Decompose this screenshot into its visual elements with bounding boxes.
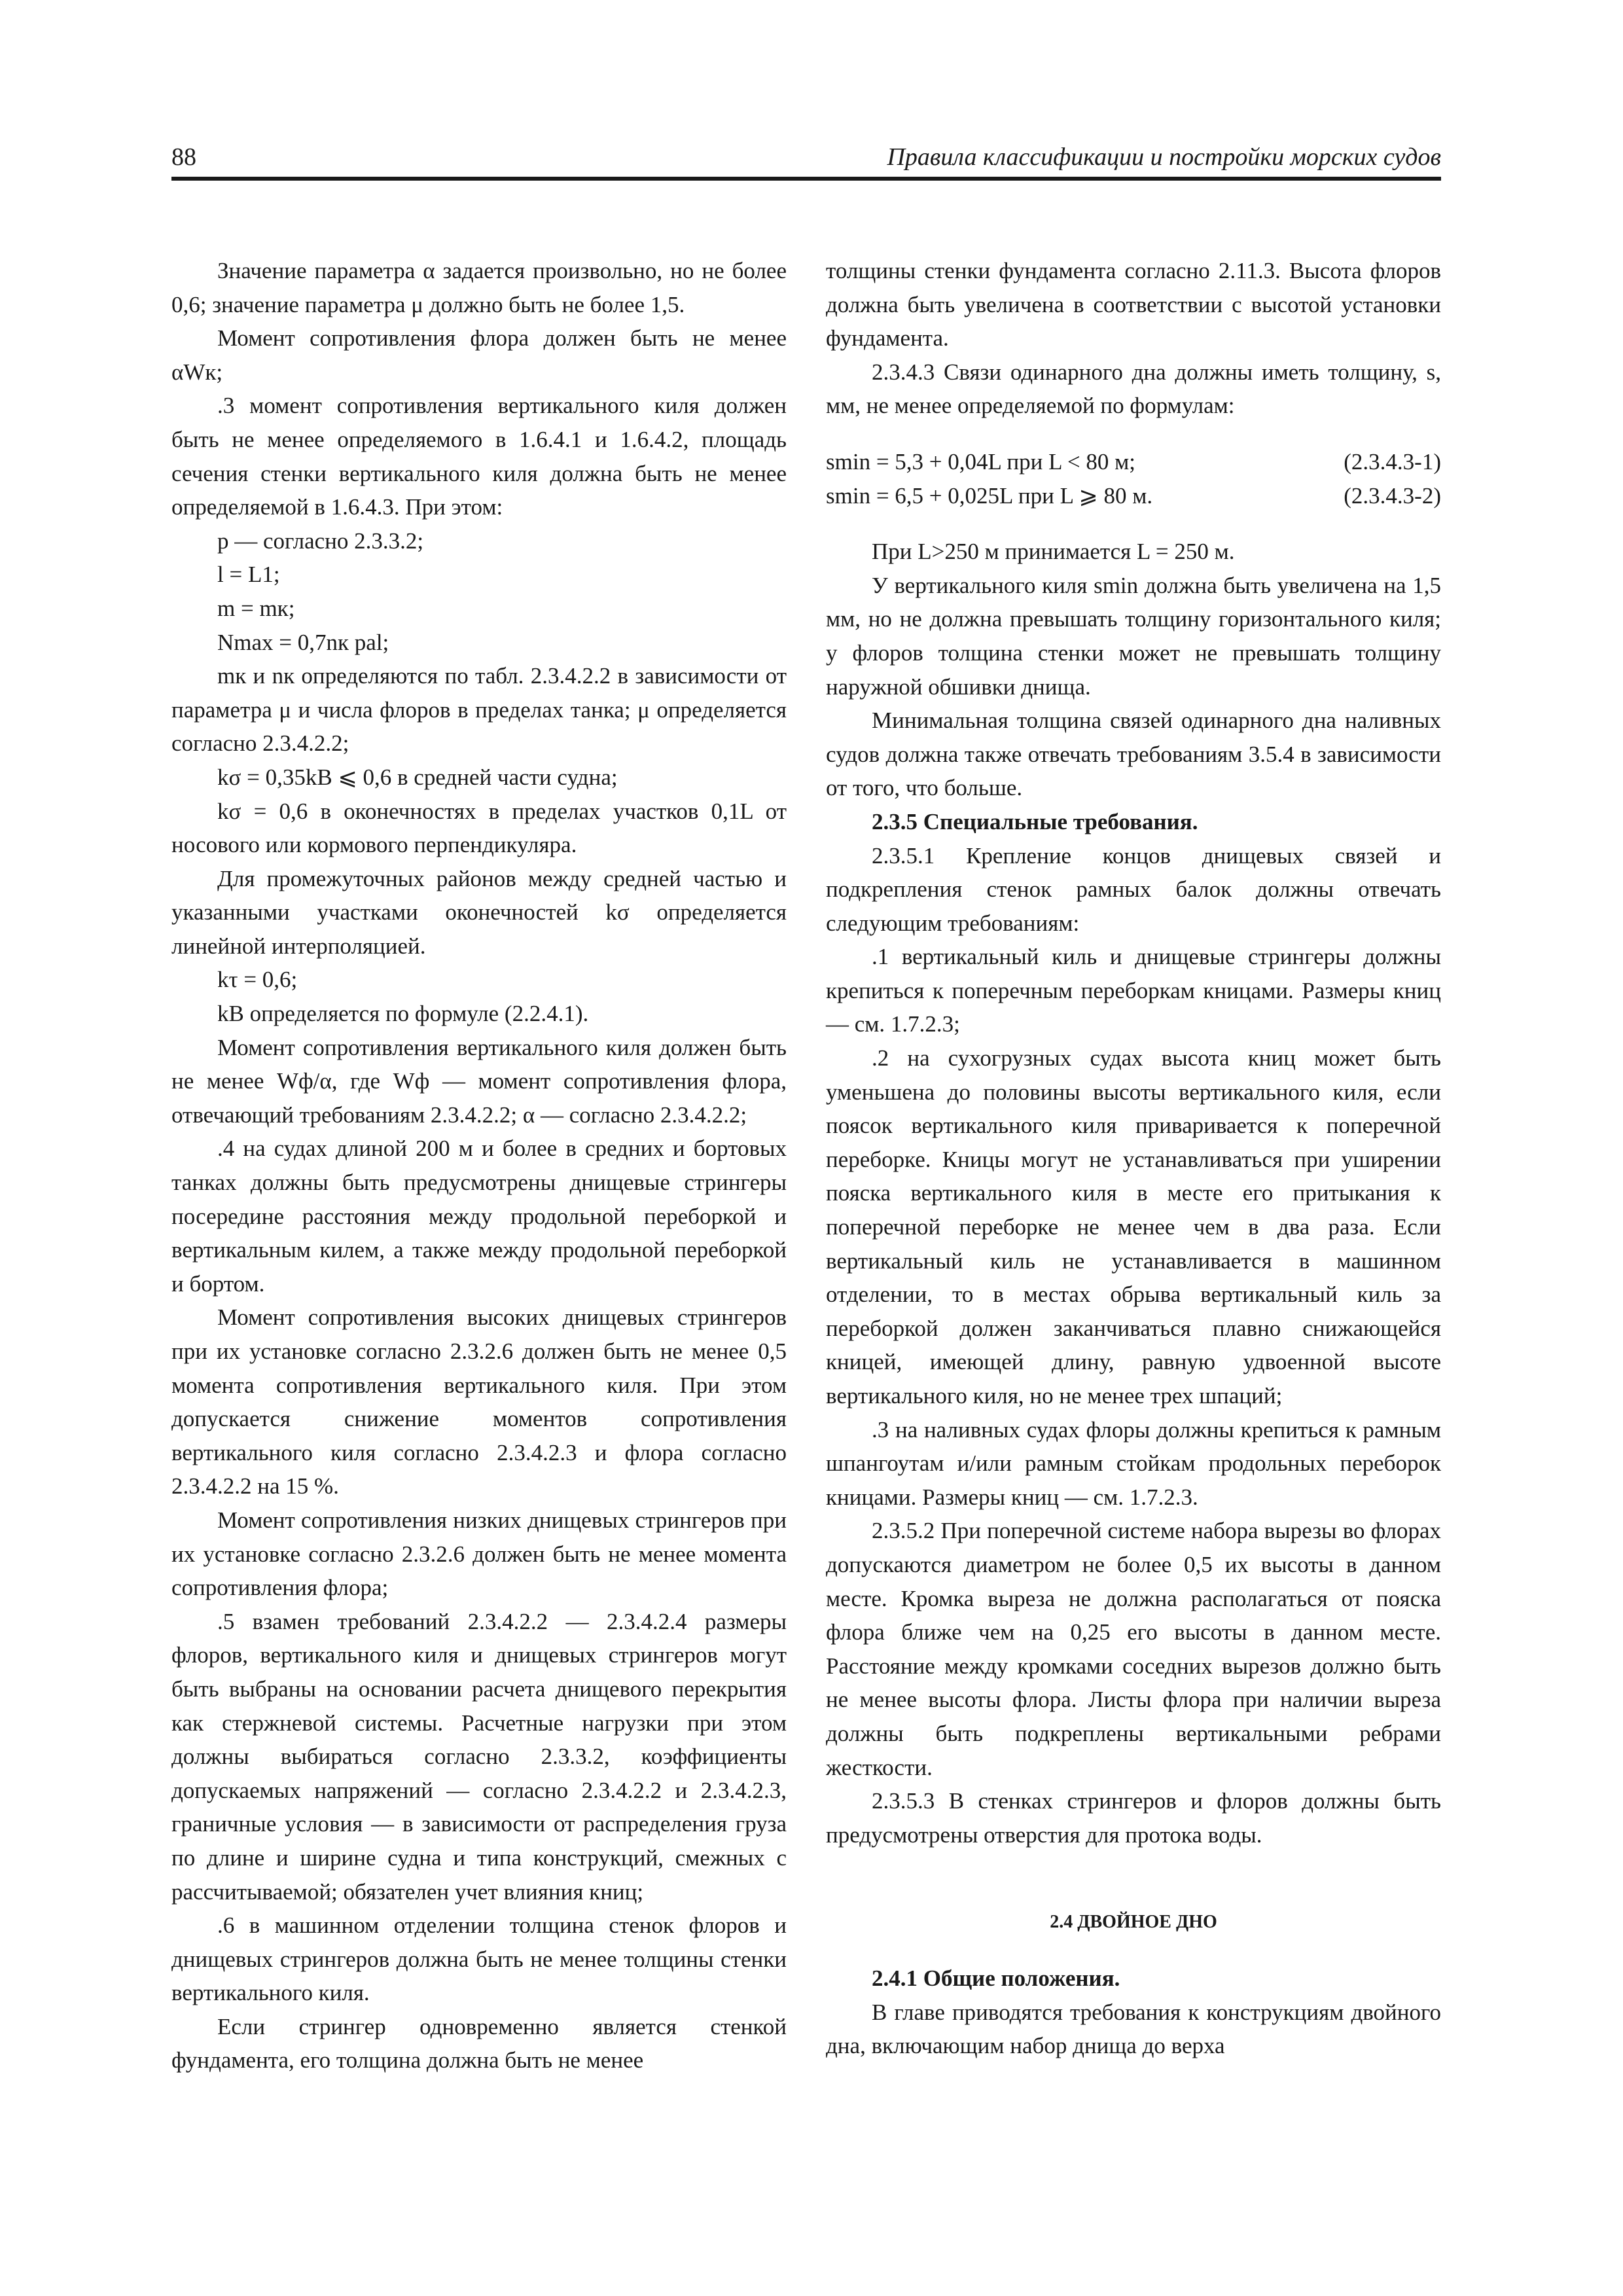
definition-line: kτ = 0,6; [217,967,298,993]
paragraph: В главе приводятся требования к конструкциям двойного дна, включающим набор днища до верха [826,1999,1441,2059]
paragraph: .3 на наливных судах флоры должны крепиться к рамным шпангоутам и/или рамным стойкам продольных переборок кницами. Размеры книц — см. 1.7.2.3. [826,1416,1441,1510]
paragraph: У вертикального киля smin должна быть увеличена на 1,5 мм, но не должна превышать толщину горизонтального киля; у флоров толщина стенки может не превышать толщину наружной обшивки днища. [826,572,1441,700]
header-rule [171,177,1441,181]
paragraph: Момент сопротивления высоких днищевых стрингеров при их установке согласно 2.3.2.6 должен быть не менее 0,5 момента сопротивления вертикального киля. При этом допускается снижение моментов сопротивления вертикального киля согласно 2.3.4.2.3 и флора согласно 2.3.4.2.2 на 15 %. [171,1304,787,1499]
definition-line: kσ = 0,35kB ⩽ 0,6 в средней части судна; [217,764,618,790]
paragraph: Момент сопротивления вертикального киля должен быть не менее Wф/α, где Wф — момент сопротивления флора, отвечающий требованиям 2.3.4.2.2; α — согласно 2.3.4.2.2; [171,1034,787,1128]
paragraph: толщины стенки фундамента согласно 2.11.3. Высота флоров должна быть увеличена в соответствии с высотой установки фундамента. [826,258,1441,351]
paragraph: Минимальная толщина связей одинарного дна наливных судов должна также отвечать требованиям 3.5.4 в зависимости от того, что больше. [826,708,1441,801]
paragraph: Значение параметра α задается произвольно, но не более 0,6; значение параметра μ должно быть не более 1,5. [171,258,787,317]
section-heading: 2.4.1 Общие положения. [872,1965,1120,1991]
paragraph: .6 в машинном отделении толщина стенок флоров и днищевых стрингеров должна быть не менее толщины стенки вертикального киля. [171,1912,787,2006]
paragraph: .4 на судах длиной 200 м и более в средних и бортовых танках должны быть предусмотрены днищевые стрингеры посередине расстояния между продольной переборкой и вертикальным килем, а также между продольной переборкой и бортом. [171,1136,787,1297]
paragraph: mк и nк определяются по табл. 2.3.4.2.2 в зависимости от параметра μ и числа флоров в пределах танка; μ определяется согласно 2.3.4.2.2; [171,663,787,757]
definition-line: kB определяется по формуле (2.2.4.1). [217,1001,589,1027]
paragraph: .5 взамен требований 2.3.4.2.2 — 2.3.4.2.4 размеры флоров, вертикального киля и днищевых стрингеров могут быть выбраны на основании расчета днищевого перекрытия как стержневой системы. Расчетные нагрузки при этом должны выбираться согласно 2.3.3.2, коэффициенты допускаемых напряжений — согласно 2.3.4.2.2 и 2.3.4.2.3, граничные условия — в зависимости от распределения груза по длине и ширине судна и типа конструкций, смежных с рассчитываемой; обязателен учет влияния книц; [171,1608,787,1905]
paragraph: 2.3.5.3 В стенках стрингеров и флоров должны быть предусмотрены отверстия для протока воды. [826,1788,1441,1848]
paragraph: 2.3.5.2 При поперечной системе набора вырезы во флорах допускаются диаметром не более 0,5 их высоты в данном месте. Кромка выреза не должна располагаться от пояска флора ближе чем на 0,25 его высоты в данном месте. Расстояние между кромками соседних вырезов должно быть не менее высоты флора. Листы флора при наличии выреза должны быть подкреплены вертикальными ребрами жесткости. [826,1518,1441,1780]
formula-row [826,479,1441,513]
definition-line: p — согласно 2.3.3.2; [217,528,424,554]
formula: smin = 6,5 + 0,025L при L ⩾ 80 м. [826,482,1153,509]
right-column [826,254,1441,2063]
formula-row [826,445,1441,479]
paragraph: Для промежуточных районов между средней частью и указанными участками оконечностей kσ определяется линейной интерполяцией. [171,865,787,959]
running-title: Правила классификации и постройки морских судов [887,143,1441,171]
definition-line: l = L1; [217,562,280,588]
paragraph: Момент сопротивления низких днищевых стрингеров при их установке согласно 2.3.2.6 должен быть не менее момента сопротивления флора; [171,1507,787,1601]
page-header [171,139,1441,177]
left-column [171,254,787,2077]
paragraph: .3 момент сопротивления вертикального киля должен быть не менее определяемого в 1.6.4.1 и 1.6.4.2, площадь сечения стенки вертикального киля должна быть не менее определяемой в 1.6.4.3. При этом: [171,393,787,520]
formula-number: (2.3.4.3-1) [1344,448,1441,475]
chapter-title: 2.4 ДВОЙНОЕ ДНО [1050,1912,1217,1933]
definition-line: Nmax = 0,7nк pal; [217,629,389,655]
formula-number: (2.3.4.3-2) [1344,482,1441,509]
paragraph: .1 вертикальный киль и днищевые стрингеры должны крепиться к поперечным переборкам кницами. Размеры книц — см. 1.7.2.3; [826,944,1441,1037]
paragraph: .2 на сухогрузных судах высота книц может быть уменьшена до половины высоты вертикального киля, если поясок вертикального киля приваривается к поперечной переборке. Кницы могут не устанавливаться при уширении пояска вертикального киля в месте его притыкания к поперечной переборке не менее чем в два раза. Если вертикальный киль не устанавливается в машинном отделении, то в местах обрыва вертикальный киль за переборкой должен заканчиваться плавно снижающейся кницей, имеющей длину, равную удвоенной высоте вертикального киля, но не менее трех шпаций; [826,1045,1441,1408]
paragraph: При L>250 м принимается L = 250 м. [872,539,1235,565]
paragraph: kσ = 0,6 в оконечностях в пределах участков 0,1L от носового или кормового перпендикуляра. [171,798,787,858]
page-number: 88 [171,143,196,171]
paragraph: Момент сопротивления флора должен быть не менее αWк; [171,325,787,385]
formula: smin = 5,3 + 0,04L при L < 80 м; [826,448,1136,475]
paragraph: 2.3.5.1 Крепление концов днищевых связей и подкрепления стенок рамных балок должны отвечать следующим требованиям: [826,842,1441,936]
section-heading: 2.3.5 Специальные требования. [872,808,1198,834]
definition-line: m = mк; [217,595,295,621]
paragraph: 2.3.4.3 Связи одинарного дна должны иметь толщину, s, мм, не менее определяемой по формулам: [826,359,1441,419]
paragraph: Если стрингер одновременно является стенкой фундамента, его толщина должна быть не менее [171,2013,787,2073]
